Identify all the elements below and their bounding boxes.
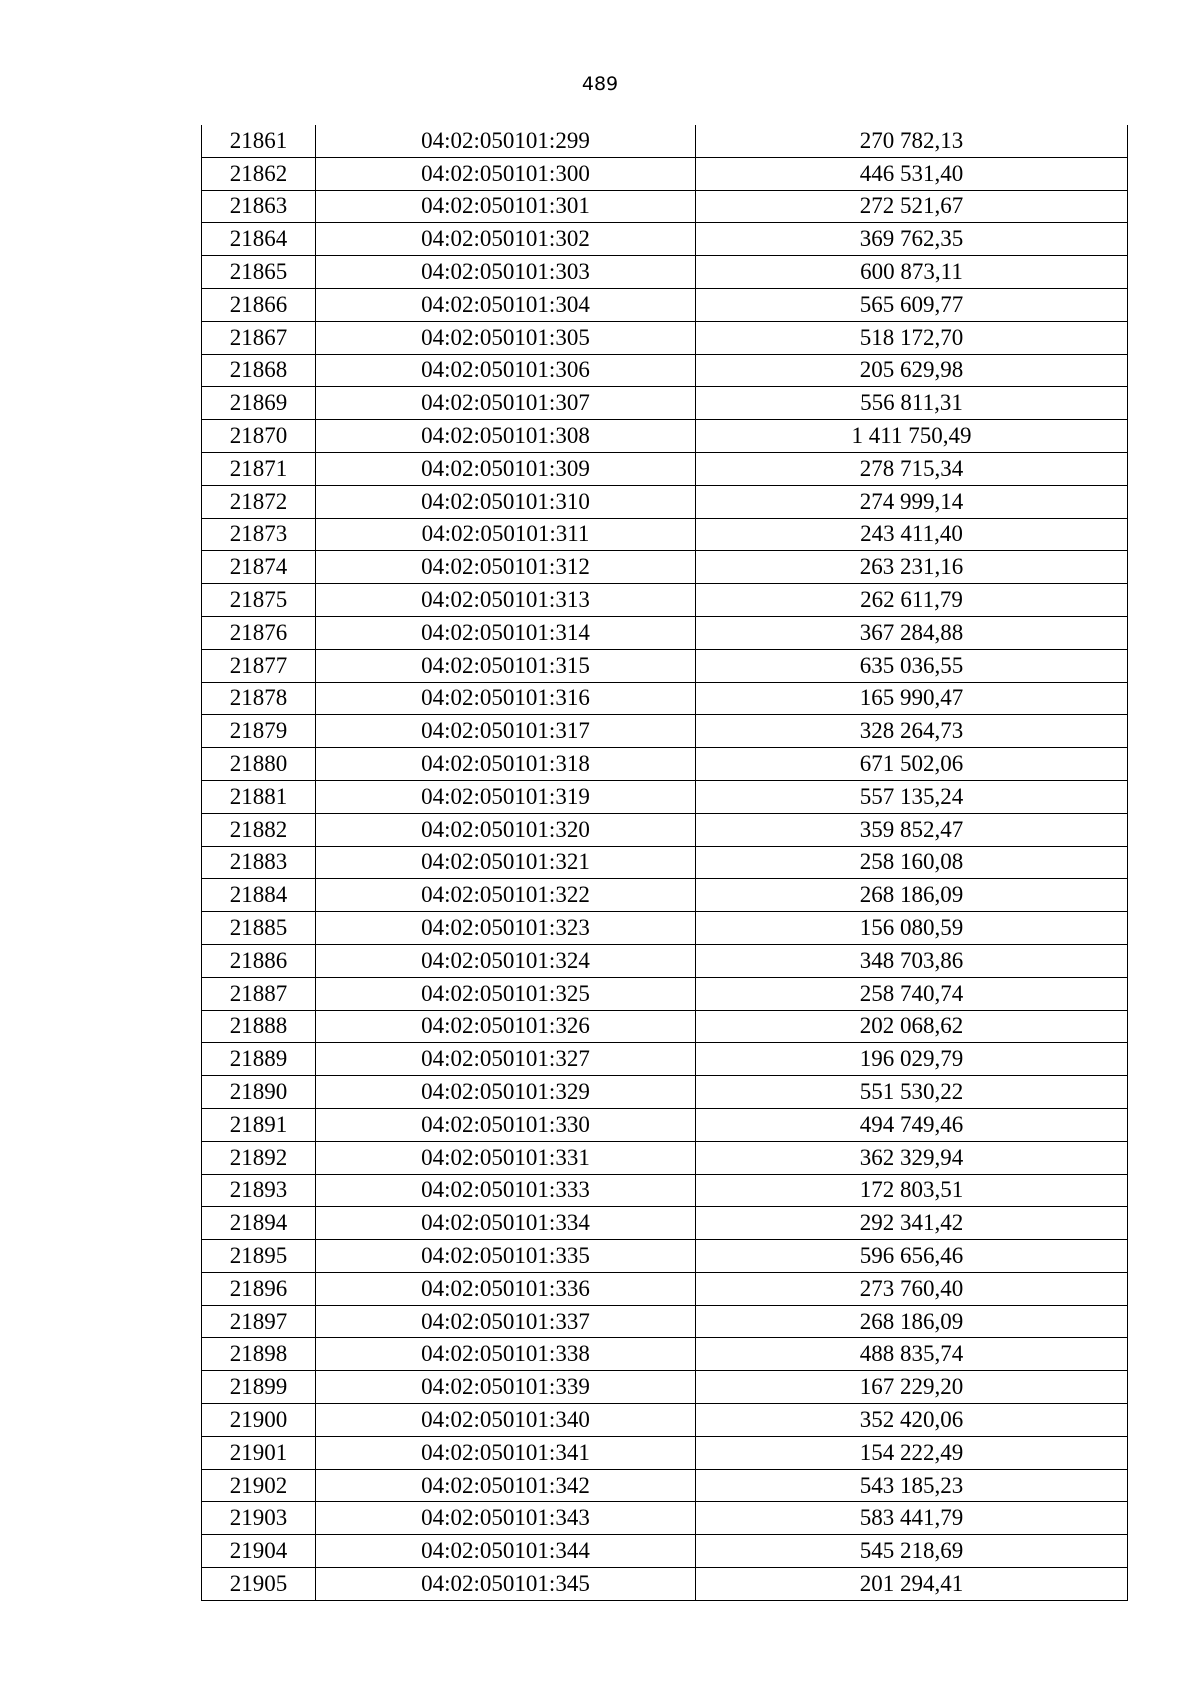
- cadastral-value-cell: 543 185,23: [696, 1469, 1128, 1502]
- cadastral-value-cell: 154 222,49: [696, 1436, 1128, 1469]
- table-row: [202, 616, 1128, 649]
- row-number-cell: 21894: [202, 1207, 316, 1240]
- table-row: [202, 1240, 1128, 1273]
- cadastral-value-cell: 172 803,51: [696, 1174, 1128, 1207]
- cadastral-value-cell: 258 740,74: [696, 977, 1128, 1010]
- row-number-cell: 21881: [202, 780, 316, 813]
- table-row: [202, 682, 1128, 715]
- cadastral-value-cell: 556 811,31: [696, 387, 1128, 420]
- table-row: [202, 1469, 1128, 1502]
- cadastral-value-cell: 671 502,06: [696, 748, 1128, 781]
- table-row: [202, 1010, 1128, 1043]
- table-row: [202, 1076, 1128, 1109]
- cadastral-number-cell: 04:02:050101:343: [316, 1502, 696, 1535]
- table-row: [202, 944, 1128, 977]
- cadastral-number-cell: 04:02:050101:339: [316, 1371, 696, 1404]
- cadastral-number-cell: 04:02:050101:335: [316, 1240, 696, 1273]
- row-number-cell: 21879: [202, 715, 316, 748]
- row-number-cell: 21891: [202, 1108, 316, 1141]
- cadastral-value-cell: 263 231,16: [696, 551, 1128, 584]
- cadastral-number-cell: 04:02:050101:310: [316, 485, 696, 518]
- cadastral-value-cell: 1 411 750,49: [696, 420, 1128, 453]
- row-number-cell: 21905: [202, 1568, 316, 1601]
- cadastral-value-cell: 156 080,59: [696, 912, 1128, 945]
- row-number-cell: 21893: [202, 1174, 316, 1207]
- cadastral-number-cell: 04:02:050101:319: [316, 780, 696, 813]
- cadastral-value-cell: 243 411,40: [696, 518, 1128, 551]
- row-number-cell: 21887: [202, 977, 316, 1010]
- cadastral-number-cell: 04:02:050101:306: [316, 354, 696, 387]
- cadastral-value-cell: 583 441,79: [696, 1502, 1128, 1535]
- table-row: [202, 518, 1128, 551]
- row-number-cell: 21884: [202, 879, 316, 912]
- cadastral-number-cell: 04:02:050101:336: [316, 1272, 696, 1305]
- table-row: [202, 452, 1128, 485]
- row-number-cell: 21872: [202, 485, 316, 518]
- cadastral-value-cell: 278 715,34: [696, 452, 1128, 485]
- cadastral-value-cell: 328 264,73: [696, 715, 1128, 748]
- table-row: [202, 813, 1128, 846]
- table-body: [202, 125, 1128, 1600]
- row-number-cell: 21865: [202, 256, 316, 289]
- cadastral-number-cell: 04:02:050101:327: [316, 1043, 696, 1076]
- cadastral-value-cell: 205 629,98: [696, 354, 1128, 387]
- cadastral-value-cell: 268 186,09: [696, 1305, 1128, 1338]
- cadastral-value-cell: 272 521,67: [696, 190, 1128, 223]
- cadastral-value-cell: 369 762,35: [696, 223, 1128, 256]
- table-row: [202, 1108, 1128, 1141]
- row-number-cell: 21903: [202, 1502, 316, 1535]
- cadastral-value-cell: 201 294,41: [696, 1568, 1128, 1601]
- table-row: [202, 125, 1128, 157]
- table-row: [202, 584, 1128, 617]
- cadastral-value-cell: 270 782,13: [696, 125, 1128, 157]
- table-row: [202, 846, 1128, 879]
- cadastral-number-cell: 04:02:050101:320: [316, 813, 696, 846]
- cadastral-number-cell: 04:02:050101:329: [316, 1076, 696, 1109]
- row-number-cell: 21873: [202, 518, 316, 551]
- row-number-cell: 21897: [202, 1305, 316, 1338]
- cadastral-number-cell: 04:02:050101:304: [316, 288, 696, 321]
- cadastral-number-cell: 04:02:050101:342: [316, 1469, 696, 1502]
- cadastral-number-cell: 04:02:050101:331: [316, 1141, 696, 1174]
- cadastral-number-cell: 04:02:050101:344: [316, 1535, 696, 1568]
- cadastral-value-table: [201, 125, 1128, 1601]
- table-row: [202, 288, 1128, 321]
- row-number-cell: 21866: [202, 288, 316, 321]
- row-number-cell: 21895: [202, 1240, 316, 1273]
- cadastral-value-cell: 165 990,47: [696, 682, 1128, 715]
- cadastral-number-cell: 04:02:050101:308: [316, 420, 696, 453]
- row-number-cell: 21900: [202, 1404, 316, 1437]
- row-number-cell: 21874: [202, 551, 316, 584]
- cadastral-number-cell: 04:02:050101:313: [316, 584, 696, 617]
- table-row: [202, 1502, 1128, 1535]
- row-number-cell: 21898: [202, 1338, 316, 1371]
- cadastral-number-cell: 04:02:050101:326: [316, 1010, 696, 1043]
- row-number-cell: 21886: [202, 944, 316, 977]
- row-number-cell: 21861: [202, 125, 316, 157]
- row-number-cell: 21869: [202, 387, 316, 420]
- row-number-cell: 21890: [202, 1076, 316, 1109]
- row-number-cell: 21889: [202, 1043, 316, 1076]
- cadastral-number-cell: 04:02:050101:309: [316, 452, 696, 485]
- row-number-cell: 21877: [202, 649, 316, 682]
- row-number-cell: 21883: [202, 846, 316, 879]
- table-row: [202, 354, 1128, 387]
- cadastral-value-cell: 545 218,69: [696, 1535, 1128, 1568]
- table-row: [202, 1568, 1128, 1601]
- row-number-cell: 21901: [202, 1436, 316, 1469]
- table-row: [202, 1174, 1128, 1207]
- cadastral-number-cell: 04:02:050101:317: [316, 715, 696, 748]
- page-number: 489: [581, 73, 619, 95]
- cadastral-value-cell: 268 186,09: [696, 879, 1128, 912]
- table-row: [202, 485, 1128, 518]
- cadastral-value-cell: 352 420,06: [696, 1404, 1128, 1437]
- cadastral-value-cell: 348 703,86: [696, 944, 1128, 977]
- row-number-cell: 21868: [202, 354, 316, 387]
- cadastral-number-cell: 04:02:050101:315: [316, 649, 696, 682]
- cadastral-number-cell: 04:02:050101:341: [316, 1436, 696, 1469]
- table-row: [202, 879, 1128, 912]
- cadastral-value-cell: 292 341,42: [696, 1207, 1128, 1240]
- cadastral-number-cell: 04:02:050101:314: [316, 616, 696, 649]
- cadastral-value-cell: 367 284,88: [696, 616, 1128, 649]
- table-row: [202, 1272, 1128, 1305]
- cadastral-number-cell: 04:02:050101:340: [316, 1404, 696, 1437]
- cadastral-number-cell: 04:02:050101:330: [316, 1108, 696, 1141]
- cadastral-value-cell: 488 835,74: [696, 1338, 1128, 1371]
- table-row: [202, 157, 1128, 190]
- cadastral-value-cell: 273 760,40: [696, 1272, 1128, 1305]
- row-number-cell: 21888: [202, 1010, 316, 1043]
- table-row: [202, 551, 1128, 584]
- row-number-cell: 21870: [202, 420, 316, 453]
- table-row: [202, 420, 1128, 453]
- table-row: [202, 1207, 1128, 1240]
- cadastral-value-cell: 551 530,22: [696, 1076, 1128, 1109]
- row-number-cell: 21863: [202, 190, 316, 223]
- row-number-cell: 21896: [202, 1272, 316, 1305]
- table-row: [202, 1141, 1128, 1174]
- cadastral-value-cell: 635 036,55: [696, 649, 1128, 682]
- table-row: [202, 912, 1128, 945]
- cadastral-number-cell: 04:02:050101:338: [316, 1338, 696, 1371]
- table-row: [202, 1371, 1128, 1404]
- row-number-cell: 21885: [202, 912, 316, 945]
- table-row: [202, 649, 1128, 682]
- cadastral-number-cell: 04:02:050101:345: [316, 1568, 696, 1601]
- row-number-cell: 21878: [202, 682, 316, 715]
- cadastral-number-cell: 04:02:050101:321: [316, 846, 696, 879]
- cadastral-number-cell: 04:02:050101:325: [316, 977, 696, 1010]
- row-number-cell: 21864: [202, 223, 316, 256]
- row-number-cell: 21902: [202, 1469, 316, 1502]
- cadastral-value-cell: 600 873,11: [696, 256, 1128, 289]
- cadastral-value-cell: 518 172,70: [696, 321, 1128, 354]
- cadastral-number-cell: 04:02:050101:324: [316, 944, 696, 977]
- table-row: [202, 321, 1128, 354]
- table-row: [202, 1404, 1128, 1437]
- cadastral-number-cell: 04:02:050101:311: [316, 518, 696, 551]
- cadastral-value-cell: 258 160,08: [696, 846, 1128, 879]
- table-row: [202, 1305, 1128, 1338]
- table-row: [202, 256, 1128, 289]
- table-row: [202, 715, 1128, 748]
- row-number-cell: 21875: [202, 584, 316, 617]
- row-number-cell: 21871: [202, 452, 316, 485]
- cadastral-value-cell: 446 531,40: [696, 157, 1128, 190]
- row-number-cell: 21880: [202, 748, 316, 781]
- table-row: [202, 1043, 1128, 1076]
- cadastral-value-cell: 202 068,62: [696, 1010, 1128, 1043]
- table-row: [202, 223, 1128, 256]
- row-number-cell: 21862: [202, 157, 316, 190]
- cadastral-value-cell: 167 229,20: [696, 1371, 1128, 1404]
- cadastral-value-cell: 557 135,24: [696, 780, 1128, 813]
- cadastral-value-cell: 274 999,14: [696, 485, 1128, 518]
- row-number-cell: 21899: [202, 1371, 316, 1404]
- cadastral-number-cell: 04:02:050101:318: [316, 748, 696, 781]
- cadastral-number-cell: 04:02:050101:300: [316, 157, 696, 190]
- table-row: [202, 780, 1128, 813]
- cadastral-number-cell: 04:02:050101:299: [316, 125, 696, 157]
- cadastral-number-cell: 04:02:050101:316: [316, 682, 696, 715]
- cadastral-number-cell: 04:02:050101:334: [316, 1207, 696, 1240]
- table-row: [202, 1338, 1128, 1371]
- cadastral-number-cell: 04:02:050101:303: [316, 256, 696, 289]
- row-number-cell: 21876: [202, 616, 316, 649]
- cadastral-number-cell: 04:02:050101:323: [316, 912, 696, 945]
- cadastral-value-cell: 196 029,79: [696, 1043, 1128, 1076]
- cadastral-number-cell: 04:02:050101:302: [316, 223, 696, 256]
- table-row: [202, 1436, 1128, 1469]
- row-number-cell: 21882: [202, 813, 316, 846]
- row-number-cell: 21892: [202, 1141, 316, 1174]
- cadastral-number-cell: 04:02:050101:301: [316, 190, 696, 223]
- cadastral-value-cell: 494 749,46: [696, 1108, 1128, 1141]
- row-number-cell: 21904: [202, 1535, 316, 1568]
- cadastral-number-cell: 04:02:050101:333: [316, 1174, 696, 1207]
- table-row: [202, 190, 1128, 223]
- cadastral-value-cell: 262 611,79: [696, 584, 1128, 617]
- cadastral-value-cell: 362 329,94: [696, 1141, 1128, 1174]
- row-number-cell: 21867: [202, 321, 316, 354]
- cadastral-value-cell: 565 609,77: [696, 288, 1128, 321]
- cadastral-number-cell: 04:02:050101:337: [316, 1305, 696, 1338]
- table-row: [202, 977, 1128, 1010]
- cadastral-number-cell: 04:02:050101:305: [316, 321, 696, 354]
- table-row: [202, 1535, 1128, 1568]
- table-row: [202, 748, 1128, 781]
- table-row: [202, 387, 1128, 420]
- cadastral-value-cell: 359 852,47: [696, 813, 1128, 846]
- cadastral-number-cell: 04:02:050101:312: [316, 551, 696, 584]
- cadastral-value-cell: 596 656,46: [696, 1240, 1128, 1273]
- cadastral-number-cell: 04:02:050101:307: [316, 387, 696, 420]
- cadastral-number-cell: 04:02:050101:322: [316, 879, 696, 912]
